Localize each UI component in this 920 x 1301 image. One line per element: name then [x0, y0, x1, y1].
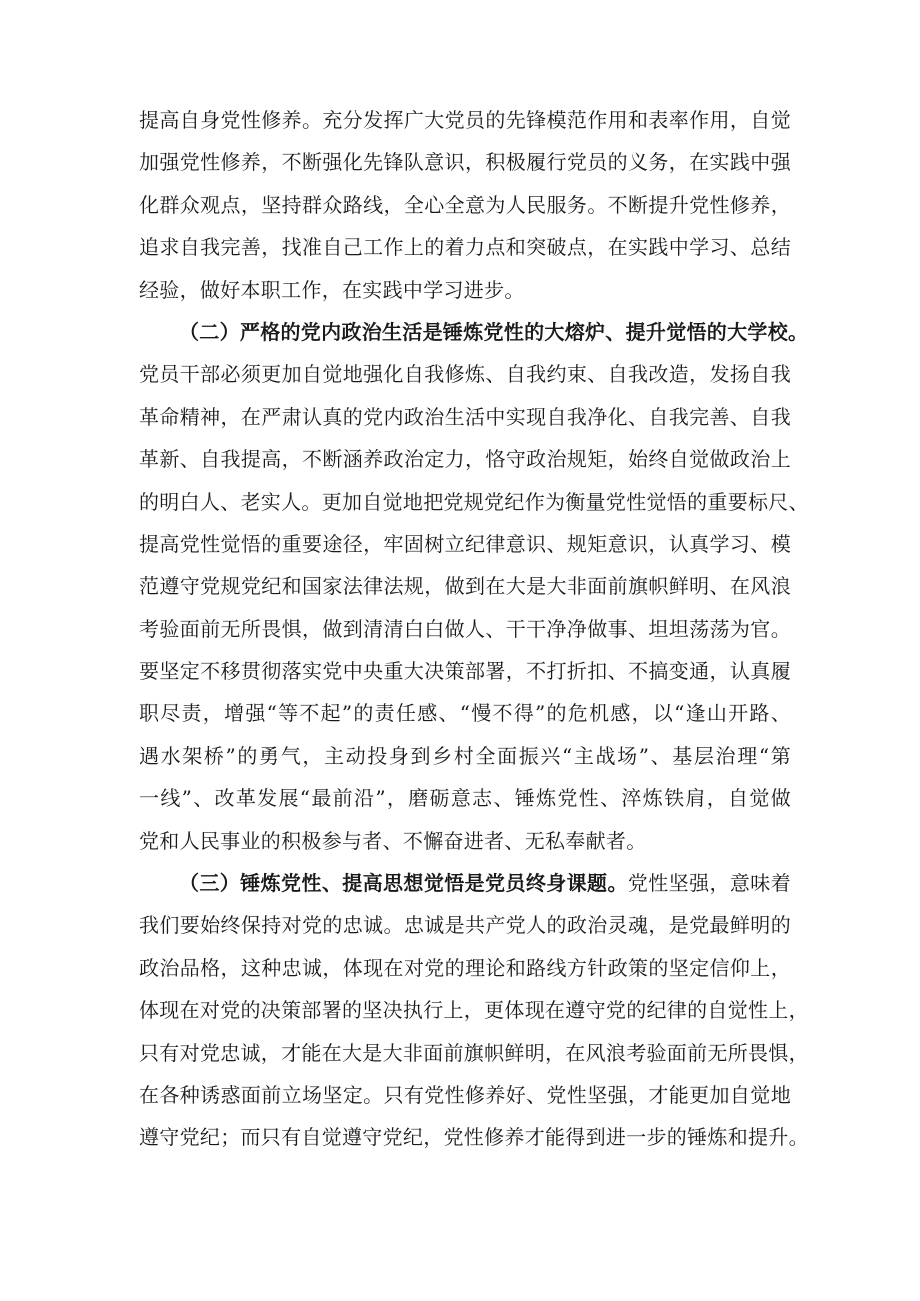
paragraph-2-line-7: 考验面前无所畏惧，做到清清白白做人、干干净净做事、坦坦荡荡为官。 [139, 616, 791, 641]
body-text [139, 99, 809, 1159]
paragraph-3-line-6: 遵守党纪；而只有自觉遵守党纪，党性修养才能得到进一步的锤炼和提升。 [139, 1125, 809, 1150]
paragraph-2-line-1: 党员干部必须更加自觉地强化自我修炼、自我约束、自我改造，发扬自我 [139, 362, 791, 387]
paragraph-2-line-10: 遇水架桥”的勇气，主动投身到乡村全面振兴“主战场”、基层治理“第 [139, 743, 791, 768]
paragraph-1-line-1: 提高自身党性修养。充分发挥广大党员的先锋模范作用和表率作用，自觉 [139, 108, 791, 132]
paragraph-3-line-4: 只有对党忠诚，才能在大是大非面前旗帜鲜明，在风浪考验面前无所畏惧， [139, 1040, 809, 1065]
paragraph-1-line-4: 追求自我完善，找准自己工作上的着力点和突破点，在实践中学习、总结 [139, 235, 791, 260]
paragraph-2-line-3: 革新、自我提高，不断涵养政治定力，恪守政治规矩，始终自觉做政治上 [139, 447, 791, 472]
paragraph-2-line-11: 一线”、改革发展“最前沿”，磨砺意志、锤炼党性、淬炼铁肩，自觉做 [139, 786, 791, 811]
paragraph-2-line-12: 党和人民事业的积极参与者、不懈奋进者、无私奉献者。 [139, 828, 647, 853]
paragraph-3-line-5: 在各种诱惑面前立场坚定。只有党性修养好、党性坚强，才能更加自觉地 [139, 1082, 791, 1107]
paragraph-3-line-3: 体现在对党的决策部署的坚决执行上，更体现在遵守党的纪律的自觉性上， [139, 998, 809, 1023]
paragraph-2-heading: （二）严格的党内政治生活是锤炼党性的大熔炉、提升觉悟的大学校。 [179, 319, 809, 344]
paragraph-2-line-4: 的明白人、老实人。更加自觉地把党规党纪作为衡量党性觉悟的重要标尺、 [139, 489, 809, 514]
paragraph-3-first-line [139, 862, 791, 904]
paragraph-1-line-5: 经验，做好本职工作，在实践中学习进步。 [139, 277, 525, 302]
paragraph-2-line-9: 职尽责，增强“等不起”的责任感、“慢不得”的危机感，以“逢山开路、 [139, 701, 791, 726]
paragraph-1-line-2: 加强党性修养，不断强化先锋队意识，积极履行党员的义务，在实践中强 [139, 150, 791, 175]
paragraph-3-line-2: 政治品格，这种忠诚，体现在对党的理论和路线方针政策的坚定信仰上， [139, 955, 791, 980]
paragraph-2-line-5: 提高党性觉悟的重要途径，牢固树立纪律意识、规矩意识，认真学习、模 [139, 531, 791, 556]
paragraph-1-line-3: 化群众观点，坚持群众路线，全心全意为人民服务。不断提升党性修养， [139, 192, 791, 217]
paragraph-2-line-8: 要坚定不移贯彻落实党中央重大决策部署，不打折扣、不搞变通，认真履 [139, 659, 791, 684]
paragraph-2-line-2: 革命精神，在严肃认真的党内政治生活中实现自我净化、自我完善、自我 [139, 404, 791, 429]
paragraph-3-heading-tail: 党性坚强，意味着 [627, 871, 791, 896]
paragraph-2-line-6: 范遵守党规党纪和国家法律法规，做到在大是大非面前旗帜鲜明、在风浪 [139, 574, 791, 599]
paragraph-3-heading: （三）锤炼党性、提高思想觉悟是党员终身课题。 [179, 871, 628, 896]
paragraph-3-line-1: 我们要始终保持对党的忠诚。忠诚是共产党人的政治灵魂，是党最鲜明的 [139, 913, 791, 938]
